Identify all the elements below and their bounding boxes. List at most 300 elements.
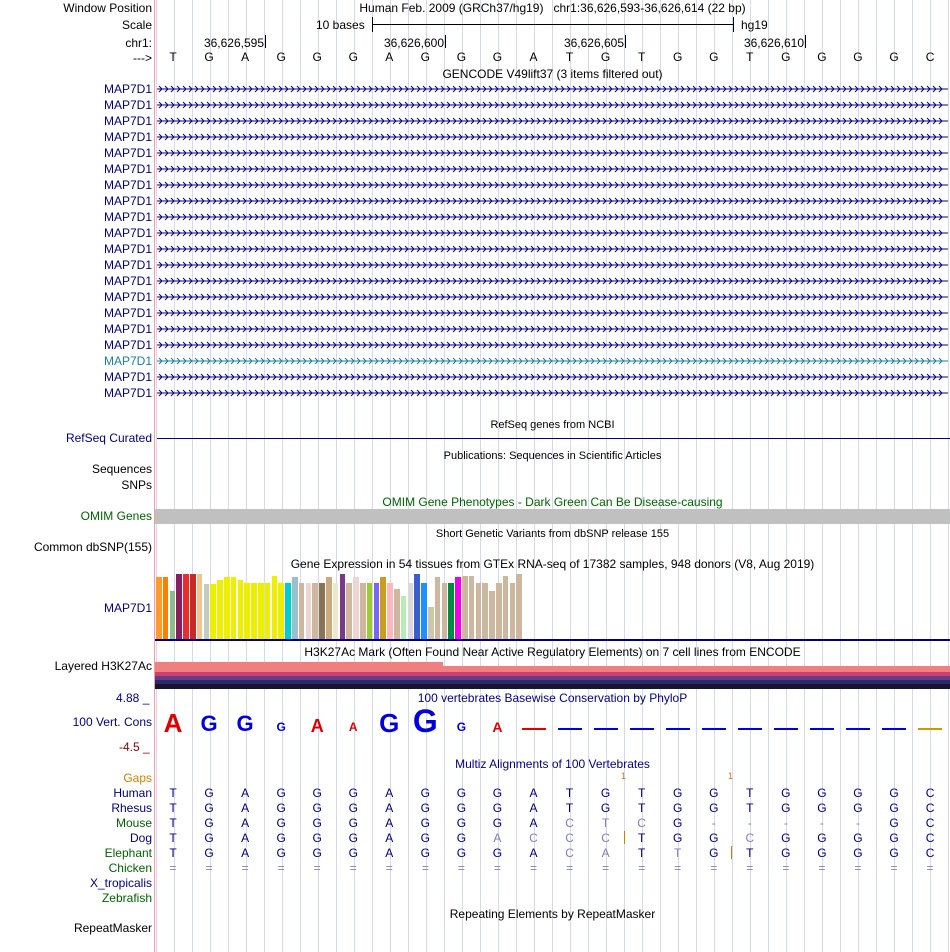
- aligned-base: C: [601, 831, 610, 845]
- aligned-base: A: [241, 801, 250, 815]
- aligned-base: G: [492, 786, 503, 800]
- gencode-item-label[interactable]: MAP7D1: [103, 162, 152, 176]
- gtex-tissue-bar[interactable]: [210, 584, 216, 639]
- gtex-tissue-bar[interactable]: [367, 583, 373, 639]
- aligned-base: =: [890, 861, 898, 875]
- h3k27ac-title[interactable]: H3K27Ac Mark (Often Found Near Active Regulatory Elements) on 7 cell lines from ENCODE: [304, 645, 801, 659]
- gtex-tissue-bar[interactable]: [387, 583, 393, 639]
- aligned-base: T: [169, 816, 177, 830]
- repeatmasker-title[interactable]: Repeating Elements by RepeatMasker: [449, 907, 656, 921]
- species-label[interactable]: X_tropicalis: [89, 876, 152, 890]
- gencode-item-label[interactable]: MAP7D1: [103, 82, 152, 96]
- gencode-item-label[interactable]: MAP7D1: [103, 370, 152, 384]
- conservation-low-mark: [846, 728, 870, 730]
- aligned-base: A: [529, 846, 538, 860]
- conservation-title[interactable]: 100 vertebrates Basewise Conservation by PhyloP: [417, 691, 688, 705]
- gencode-transcript[interactable]: [157, 307, 948, 319]
- aligned-base: =: [493, 861, 501, 875]
- gencode-item-label[interactable]: MAP7D1: [103, 194, 152, 208]
- reference-base: A: [385, 50, 394, 64]
- aligned-base: =: [674, 861, 682, 875]
- gtex-bar-chart[interactable]: [155, 572, 950, 639]
- aligned-base: G: [420, 816, 431, 830]
- coordinate-tick: [805, 35, 806, 48]
- aligned-base: C: [565, 831, 574, 845]
- coordinate-label: 36,626,600: [383, 36, 444, 50]
- aligned-base: T: [565, 801, 574, 815]
- aligned-base: G: [348, 846, 358, 860]
- conservation-label[interactable]: 100 Vert. Cons: [72, 715, 152, 729]
- aligned-base: G: [889, 846, 899, 860]
- reference-base: G: [420, 50, 431, 64]
- gtex-tissue-bar[interactable]: [333, 583, 339, 639]
- aligned-base: =: [385, 861, 393, 875]
- gtex-tissue-bar[interactable]: [183, 574, 189, 639]
- aligned-base: T: [565, 786, 574, 800]
- gencode-transcript[interactable]: [157, 371, 948, 383]
- window-position-value[interactable]: Human Feb. 2009 (GRCh37/hg19) chr1:36,626,593-36,626,614 (22 bp): [359, 1, 746, 15]
- coordinate-tick: [445, 35, 446, 48]
- conservation-low-mark: [666, 728, 690, 730]
- gencode-item-label[interactable]: MAP7D1: [103, 306, 152, 320]
- aligned-base: G: [204, 801, 214, 815]
- aligned-base: =: [457, 861, 465, 875]
- aligned-base: G: [456, 801, 467, 815]
- conservation-logo-letter: G: [276, 720, 286, 735]
- aligned-base: T: [637, 831, 646, 845]
- gtex-title[interactable]: Gene Expression in 54 tissues from GTEx RNA-seq of 17382 samples, 948 donors (V8, Aug 2019): [290, 557, 815, 571]
- gtex-tissue-bar[interactable]: [374, 583, 380, 639]
- gencode-transcript[interactable]: [157, 195, 948, 207]
- gtex-tissue-bar[interactable]: [360, 583, 366, 639]
- aligned-base: G: [781, 846, 791, 860]
- refseq-line[interactable]: [157, 438, 950, 439]
- aligned-base: G: [312, 816, 322, 830]
- aligned-base: G: [276, 846, 286, 860]
- h3k27ac-layer-dark: [155, 684, 950, 689]
- gtex-tissue-bar[interactable]: [251, 583, 257, 639]
- gencode-transcript[interactable]: [157, 99, 948, 111]
- gencode-item-label[interactable]: MAP7D1: [103, 386, 152, 400]
- gtex-tissue-bar[interactable]: [285, 583, 291, 639]
- omim-title[interactable]: OMIM Gene Phenotypes - Dark Green Can Be Disease-causing: [382, 495, 723, 509]
- aligned-base: A: [601, 846, 610, 860]
- aligned-base: =: [926, 861, 934, 875]
- gencode-transcript[interactable]: [157, 131, 948, 143]
- aligned-base: G: [456, 816, 467, 830]
- h3k27ac-layer-red: [155, 672, 950, 676]
- reference-base: G: [456, 50, 467, 64]
- gtex-tissue-bar[interactable]: [299, 583, 305, 639]
- window-position-label: Window Position: [63, 1, 152, 15]
- h3k27ac-label[interactable]: Layered H3K27Ac: [54, 659, 152, 673]
- aligned-base: -: [855, 816, 860, 830]
- aligned-base: =: [241, 861, 249, 875]
- gap-mark-1: 1: [621, 771, 627, 781]
- gtex-tissue-bar[interactable]: [258, 583, 264, 639]
- aligned-base: T: [637, 846, 646, 860]
- coordinate-label: 36,626,605: [563, 36, 624, 50]
- gtex-tissue-bar[interactable]: [272, 576, 278, 639]
- aligned-base: G: [420, 801, 431, 815]
- gtex-tissue-bar[interactable]: [421, 583, 427, 639]
- aligned-base: A: [241, 786, 250, 800]
- gencode-transcript[interactable]: [157, 275, 948, 287]
- conservation-logo-letter: G: [200, 711, 218, 737]
- gtex-tissue-bar[interactable]: [197, 574, 203, 639]
- gtex-tissue-bar[interactable]: [448, 583, 454, 639]
- aligned-base: G: [276, 816, 286, 830]
- gtex-tissue-bar[interactable]: [156, 577, 162, 639]
- gencode-transcript[interactable]: [157, 227, 948, 239]
- gtex-tissue-bar[interactable]: [503, 576, 509, 639]
- aligned-base: T: [601, 816, 610, 830]
- gencode-item-label[interactable]: MAP7D1: [103, 290, 152, 304]
- aligned-base: =: [854, 861, 862, 875]
- h3k27ac-layer-navy: [155, 680, 950, 684]
- gtex-tissue-bar[interactable]: [278, 583, 284, 639]
- species-label[interactable]: Human: [113, 786, 152, 800]
- reference-base: G: [853, 50, 863, 64]
- gencode-transcript[interactable]: [157, 291, 948, 303]
- aligned-base: G: [456, 846, 467, 860]
- aligned-base: -: [711, 816, 716, 830]
- aligned-base: G: [348, 786, 358, 800]
- aligned-base: C: [925, 846, 935, 860]
- gencode-transcript[interactable]: [157, 211, 948, 223]
- conservation-low-mark: [558, 728, 582, 730]
- conservation-logo-letter: G: [412, 703, 438, 740]
- aligned-base: C: [925, 816, 935, 830]
- aligned-base: G: [889, 786, 899, 800]
- reference-base: G: [204, 50, 214, 64]
- reference-base: A: [241, 50, 250, 64]
- aligned-base: A: [385, 846, 394, 860]
- aligned-base: G: [781, 786, 791, 800]
- dbsnp-title[interactable]: Short Genetic Variants from dbSNP release 155: [435, 528, 670, 540]
- coordinate-label: 36,626,595: [203, 36, 264, 50]
- aligned-base: G: [853, 846, 863, 860]
- omim-label[interactable]: OMIM Genes: [80, 509, 152, 523]
- scale-bar: [372, 24, 733, 25]
- aligned-base: G: [492, 816, 503, 830]
- conservation-logo-letter: G: [379, 708, 400, 739]
- species-label[interactable]: Chicken: [108, 861, 152, 875]
- gtex-tissue-bar[interactable]: [476, 583, 482, 639]
- refseq-label[interactable]: RefSeq Curated: [65, 431, 152, 445]
- gtex-tissue-bar[interactable]: [442, 583, 448, 639]
- aligned-base: A: [385, 831, 394, 845]
- coordinate-label: 36,626,610: [743, 36, 804, 50]
- gtex-tissue-bar[interactable]: [238, 580, 244, 639]
- aligned-base: G: [276, 801, 286, 815]
- aligned-base: A: [241, 831, 250, 845]
- gap-mark-2: 1: [728, 771, 734, 781]
- conservation-logo-letter: G: [236, 711, 254, 737]
- aligned-base: =: [782, 861, 790, 875]
- gtex-tissue-bar[interactable]: [428, 607, 434, 639]
- gtex-tissue-bar[interactable]: [306, 583, 312, 639]
- aligned-base: G: [889, 801, 899, 815]
- gtex-tissue-bar[interactable]: [510, 583, 516, 639]
- aligned-base: G: [673, 801, 683, 815]
- gencode-item-label[interactable]: MAP7D1: [103, 242, 152, 256]
- publications-label[interactable]: Sequences: [91, 462, 152, 476]
- aligned-base: G: [276, 831, 286, 845]
- aligned-base: G: [456, 786, 467, 800]
- gencode-transcript[interactable]: [157, 243, 948, 255]
- gencode-item-label[interactable]: MAP7D1: [103, 258, 152, 272]
- gtex-tissue-bar[interactable]: [462, 576, 468, 639]
- aligned-base: A: [529, 801, 538, 815]
- gencode-item-label[interactable]: MAP7D1: [103, 354, 152, 368]
- gencode-item-label[interactable]: MAP7D1: [103, 210, 152, 224]
- aligned-base: T: [169, 846, 177, 860]
- conservation-logo-letter: A: [310, 715, 324, 736]
- gtex-tissue-bar[interactable]: [265, 583, 271, 639]
- gtex-tissue-bar[interactable]: [394, 589, 400, 639]
- gencode-item-label[interactable]: MAP7D1: [103, 338, 152, 352]
- aligned-base: G: [817, 846, 827, 860]
- reference-base: C: [925, 50, 935, 64]
- aligned-base: G: [853, 831, 863, 845]
- aligned-base: G: [817, 801, 827, 815]
- gtex-tissue-bar[interactable]: [176, 574, 182, 639]
- aligned-base: G: [420, 786, 431, 800]
- repeatmasker-label[interactable]: RepeatMasker: [73, 921, 152, 935]
- conservation-low-mark: [882, 728, 906, 730]
- gtex-tissue-bar[interactable]: [408, 583, 414, 639]
- conservation-logo-letter: G: [456, 720, 467, 735]
- aligned-base: G: [600, 801, 611, 815]
- gtex-tissue-bar[interactable]: [496, 583, 502, 639]
- scale-bar-left-tick: [372, 17, 373, 32]
- aligned-base: =: [205, 861, 213, 875]
- gtex-tissue-bar[interactable]: [312, 583, 318, 639]
- conservation-low-mark: [522, 728, 546, 730]
- gencode-transcript[interactable]: [157, 115, 948, 127]
- aligned-base: G: [492, 801, 503, 815]
- aligned-base: G: [420, 846, 431, 860]
- scale-label: Scale: [121, 18, 152, 32]
- gencode-title[interactable]: GENCODE V49lift37 (3 items filtered out): [442, 67, 663, 81]
- aligned-base: G: [600, 786, 611, 800]
- reference-base: G: [492, 50, 503, 64]
- gtex-tissue-bar[interactable]: [516, 574, 522, 639]
- gencode-transcript[interactable]: [157, 339, 948, 351]
- reference-base: G: [889, 50, 899, 64]
- aligned-base: G: [204, 846, 214, 860]
- aligned-base: T: [746, 786, 754, 800]
- gtex-tissue-bar[interactable]: [224, 577, 230, 639]
- gtex-tissue-bar[interactable]: [482, 583, 488, 639]
- aligned-base: G: [312, 846, 322, 860]
- coordinate-tick: [625, 35, 626, 48]
- aligned-base: G: [456, 831, 467, 845]
- aligned-base: G: [348, 801, 358, 815]
- aligned-base: G: [204, 816, 214, 830]
- aligned-base: A: [385, 816, 394, 830]
- gencode-item-label[interactable]: MAP7D1: [103, 178, 152, 192]
- gencode-item-label[interactable]: MAP7D1: [103, 274, 152, 288]
- gtex-tissue-bar[interactable]: [204, 584, 210, 639]
- gencode-item-label[interactable]: MAP7D1: [103, 98, 152, 112]
- gtex-tissue-bar[interactable]: [244, 583, 250, 639]
- aligned-base: T: [674, 846, 682, 860]
- aligned-base: C: [745, 831, 755, 845]
- aligned-base: G: [709, 786, 719, 800]
- gencode-transcript[interactable]: [157, 179, 948, 191]
- species-label[interactable]: Mouse: [115, 816, 152, 830]
- gencode-transcript[interactable]: [157, 259, 948, 271]
- conservation-min: -4.5 _: [119, 740, 150, 754]
- gtex-tissue-bar[interactable]: [326, 577, 332, 639]
- aligned-base: G: [204, 786, 214, 800]
- reference-base: G: [312, 50, 322, 64]
- aligned-base: G: [204, 831, 214, 845]
- aligned-base: C: [637, 816, 646, 830]
- aligned-base: G: [312, 801, 322, 815]
- gaps-label[interactable]: Gaps: [123, 771, 152, 785]
- aligned-base: =: [169, 861, 177, 875]
- aligned-base: =: [349, 861, 357, 875]
- gtex-tissue-bar[interactable]: [319, 583, 325, 639]
- scale-bar-right-tick: [733, 17, 734, 32]
- reference-base: T: [746, 50, 754, 64]
- multiz-title[interactable]: Multiz Alignments of 100 Vertebrates: [455, 757, 650, 771]
- conservation-logo-letter: A: [348, 720, 358, 735]
- omim-bar[interactable]: [155, 509, 950, 524]
- h3k27ac-layer-purple: [155, 676, 950, 680]
- gtex-tissue-bar[interactable]: [455, 577, 461, 639]
- aligned-base: T: [746, 801, 754, 815]
- gencode-item-label[interactable]: MAP7D1: [103, 226, 152, 240]
- aligned-base: G: [853, 801, 863, 815]
- aligned-base: G: [709, 801, 719, 815]
- aligned-base: G: [889, 816, 899, 830]
- gencode-transcript[interactable]: [157, 163, 948, 175]
- species-label[interactable]: Elephant: [104, 846, 152, 860]
- h3k27ac-layer-pink-right: [443, 666, 950, 672]
- refseq-title[interactable]: RefSeq genes from NCBI: [490, 419, 615, 431]
- aligned-base: C: [529, 831, 538, 845]
- aligned-base: =: [710, 861, 718, 875]
- gencode-item-label[interactable]: MAP7D1: [103, 114, 152, 128]
- gencode-transcript[interactable]: [157, 323, 948, 335]
- aligned-base: =: [638, 861, 646, 875]
- gtex-tissue-bar[interactable]: [231, 577, 237, 639]
- gtex-tissue-bar[interactable]: [217, 580, 223, 639]
- h3k27ac-layer-pink-left: [155, 662, 443, 672]
- aligned-base: G: [673, 816, 683, 830]
- aligned-base: -: [819, 816, 824, 830]
- aligned-base: G: [492, 846, 503, 860]
- gtex-tissue-bar[interactable]: [340, 574, 346, 639]
- gencode-transcript[interactable]: [157, 355, 948, 367]
- gtex-tissue-bar[interactable]: [435, 577, 441, 639]
- aligned-base: G: [781, 831, 791, 845]
- conservation-low-mark: [738, 728, 762, 730]
- reference-base: G: [600, 50, 611, 64]
- snps-label[interactable]: SNPs: [121, 478, 152, 492]
- gtex-gene-label[interactable]: MAP7D1: [103, 601, 152, 615]
- gtex-tissue-bar[interactable]: [163, 577, 169, 639]
- aligned-base: G: [673, 786, 683, 800]
- aligned-base: G: [348, 816, 358, 830]
- reference-base: A: [529, 50, 538, 64]
- conservation-logo-letter: A: [492, 718, 503, 735]
- conservation-low-mark: [810, 728, 834, 730]
- conservation-low-mark: [630, 728, 654, 730]
- reference-base: G: [817, 50, 827, 64]
- aligned-base: T: [637, 786, 646, 800]
- aligned-base: G: [420, 831, 431, 845]
- gtex-tissue-bar[interactable]: [401, 596, 407, 639]
- reference-base: T: [637, 50, 646, 64]
- aligned-base: G: [312, 786, 322, 800]
- publications-title[interactable]: Publications: Sequences in Scientific Articles: [443, 450, 662, 462]
- h3k27ac-layers: [155, 662, 950, 689]
- reference-base: T: [169, 50, 177, 64]
- gtex-tissue-bar[interactable]: [346, 583, 352, 639]
- reference-base: G: [781, 50, 791, 64]
- aligned-base: T: [169, 801, 177, 815]
- gtex-tissue-bar[interactable]: [170, 591, 176, 639]
- gencode-item-label[interactable]: MAP7D1: [103, 130, 152, 144]
- aligned-base: A: [385, 801, 394, 815]
- reference-base: G: [276, 50, 286, 64]
- aligned-base: -: [747, 816, 752, 830]
- reference-base: T: [565, 50, 574, 64]
- aligned-base: G: [673, 831, 683, 845]
- gtex-tissue-bar[interactable]: [414, 574, 420, 639]
- aligned-base: C: [925, 831, 935, 845]
- gencode-item-label[interactable]: MAP7D1: [103, 322, 152, 336]
- species-label[interactable]: Zebrafish: [101, 891, 152, 905]
- conservation-low-mark: [594, 728, 618, 730]
- reference-base: G: [673, 50, 683, 64]
- aligned-base: G: [348, 831, 358, 845]
- species-label[interactable]: Dog: [129, 831, 152, 845]
- gtex-tissue-bar[interactable]: [380, 577, 386, 639]
- insertion-marker: [624, 831, 625, 844]
- gtex-tissue-bar[interactable]: [489, 591, 495, 639]
- aligned-base: =: [313, 861, 321, 875]
- scale-value: 10 bases: [316, 18, 365, 32]
- gencode-transcript[interactable]: [157, 147, 948, 159]
- aligned-base: G: [889, 831, 899, 845]
- aligned-base: =: [746, 861, 754, 875]
- gtex-tissue-bar[interactable]: [190, 574, 196, 639]
- gencode-transcript[interactable]: [157, 387, 948, 399]
- gencode-transcript[interactable]: [157, 83, 948, 95]
- gtex-baseline: [155, 639, 950, 641]
- h3k27ac-signal[interactable]: [155, 662, 950, 689]
- gencode-item-label[interactable]: MAP7D1: [103, 146, 152, 160]
- aligned-base: T: [746, 846, 754, 860]
- species-label[interactable]: Rhesus: [111, 801, 152, 815]
- aligned-base: G: [709, 831, 719, 845]
- gtex-tissue-bar[interactable]: [292, 577, 298, 639]
- reference-base: G: [709, 50, 719, 64]
- conservation-low-mark: [702, 728, 726, 730]
- aligned-base: A: [529, 786, 538, 800]
- gtex-tissue-bar[interactable]: [469, 576, 475, 639]
- coordinate-tick: [265, 35, 266, 48]
- aligned-base: A: [493, 831, 502, 845]
- dbsnp-label[interactable]: Common dbSNP(155): [33, 540, 152, 554]
- gtex-tissue-bar[interactable]: [353, 577, 359, 639]
